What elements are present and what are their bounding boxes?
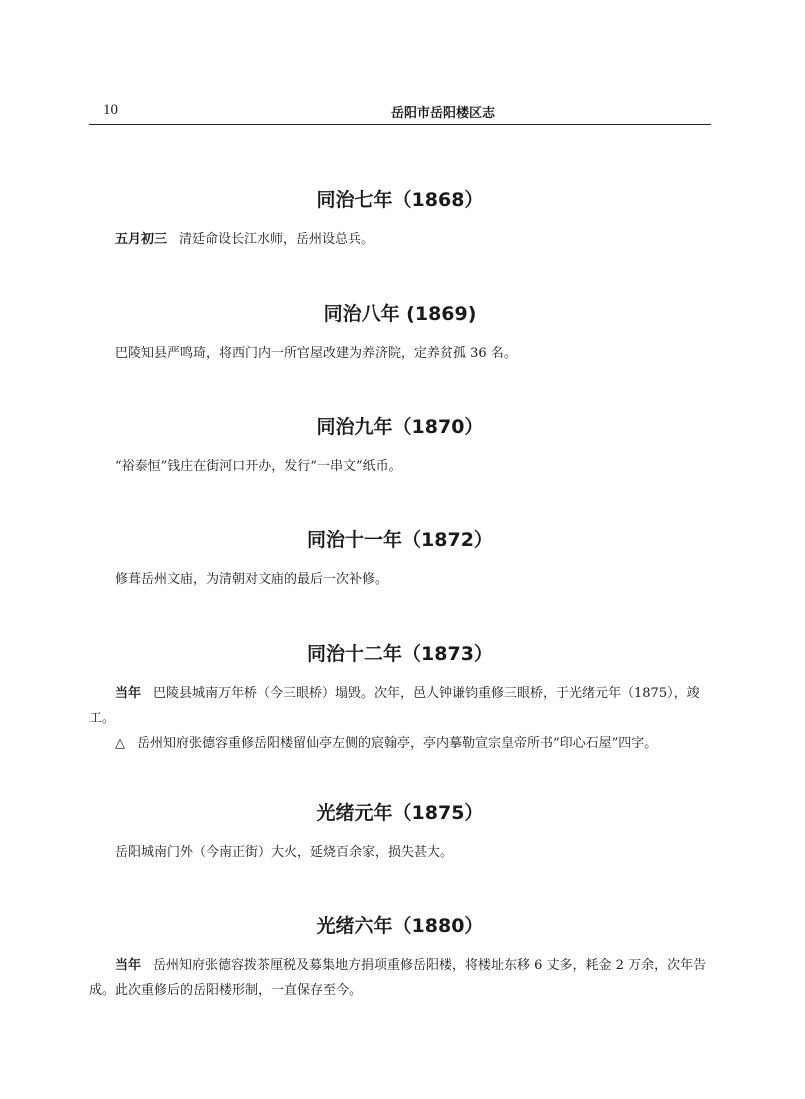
- entry-text: 岳州知府张德容拨茶厘税及募集地方捐项重修岳阳楼，将楼址东移 6 丈多，耗金 2 万余，次年告成。此次重修后的岳阳楼形制，一直保存至今。: [89, 958, 707, 998]
- section-1869: [89, 301, 711, 366]
- entry-label: 五月初三: [115, 232, 168, 247]
- entry-label: 当年: [115, 958, 142, 973]
- section-heading: 同治十一年（1872）: [307, 529, 493, 551]
- section-heading: 光绪元年（1875）: [316, 802, 484, 824]
- section-1870: [89, 414, 711, 479]
- section-1873: [89, 641, 711, 756]
- book-title: 岳阳市岳阳楼区志: [390, 106, 495, 121]
- section-heading: 光绪六年（1880）: [316, 915, 484, 937]
- section-heading: 同治八年 (1869): [323, 303, 477, 325]
- entry-text: 清廷命设长江水师，岳州设总兵。: [179, 232, 375, 247]
- entry: [89, 567, 711, 592]
- section-heading: 同治七年（1868）: [316, 189, 484, 211]
- entry-text: “裕泰恒”钱庄在街河口开办，发行“一串文”纸币。: [115, 459, 402, 474]
- entry: [89, 731, 711, 756]
- section-1872: [89, 527, 711, 592]
- entry-text: 岳州知府张德容重修岳阳楼留仙亭左侧的宸翰亭，亭内摹勒宣宗皇帝所书“印心石屋”四字。: [137, 736, 658, 751]
- page-number: 10: [103, 102, 118, 118]
- entry-text: 巴陵县城南万年桥（今三眼桥）塌毁。次年，邑人钟谦钧重修三眼桥，于光绪元年（1875），竣工。: [89, 686, 700, 726]
- entry-text: 岳阳城南门外（今南正街）大火，延烧百余家，损失甚大。: [115, 845, 454, 860]
- entry: [89, 227, 711, 252]
- section-1875: [89, 800, 711, 865]
- entry: [89, 454, 711, 479]
- triangle-marker: △: [115, 736, 125, 751]
- entry: [89, 681, 711, 731]
- entry-text: 巴陵知县严鸣琦，将西门内一所官屋改建为养济院，定养贫孤 36 名。: [115, 346, 517, 361]
- entry: [89, 953, 711, 1003]
- entry: [89, 840, 711, 865]
- section-heading: 同治九年（1870）: [316, 416, 484, 438]
- section-1868: [89, 187, 711, 252]
- entry: [89, 341, 711, 366]
- entry-text: 修葺岳州文庙，为清朝对文庙的最后一次补修。: [115, 572, 389, 587]
- section-heading: 同治十二年（1873）: [307, 643, 493, 665]
- page-header: [89, 100, 711, 125]
- section-1880: [89, 913, 711, 1003]
- entry-label: 当年: [115, 686, 142, 701]
